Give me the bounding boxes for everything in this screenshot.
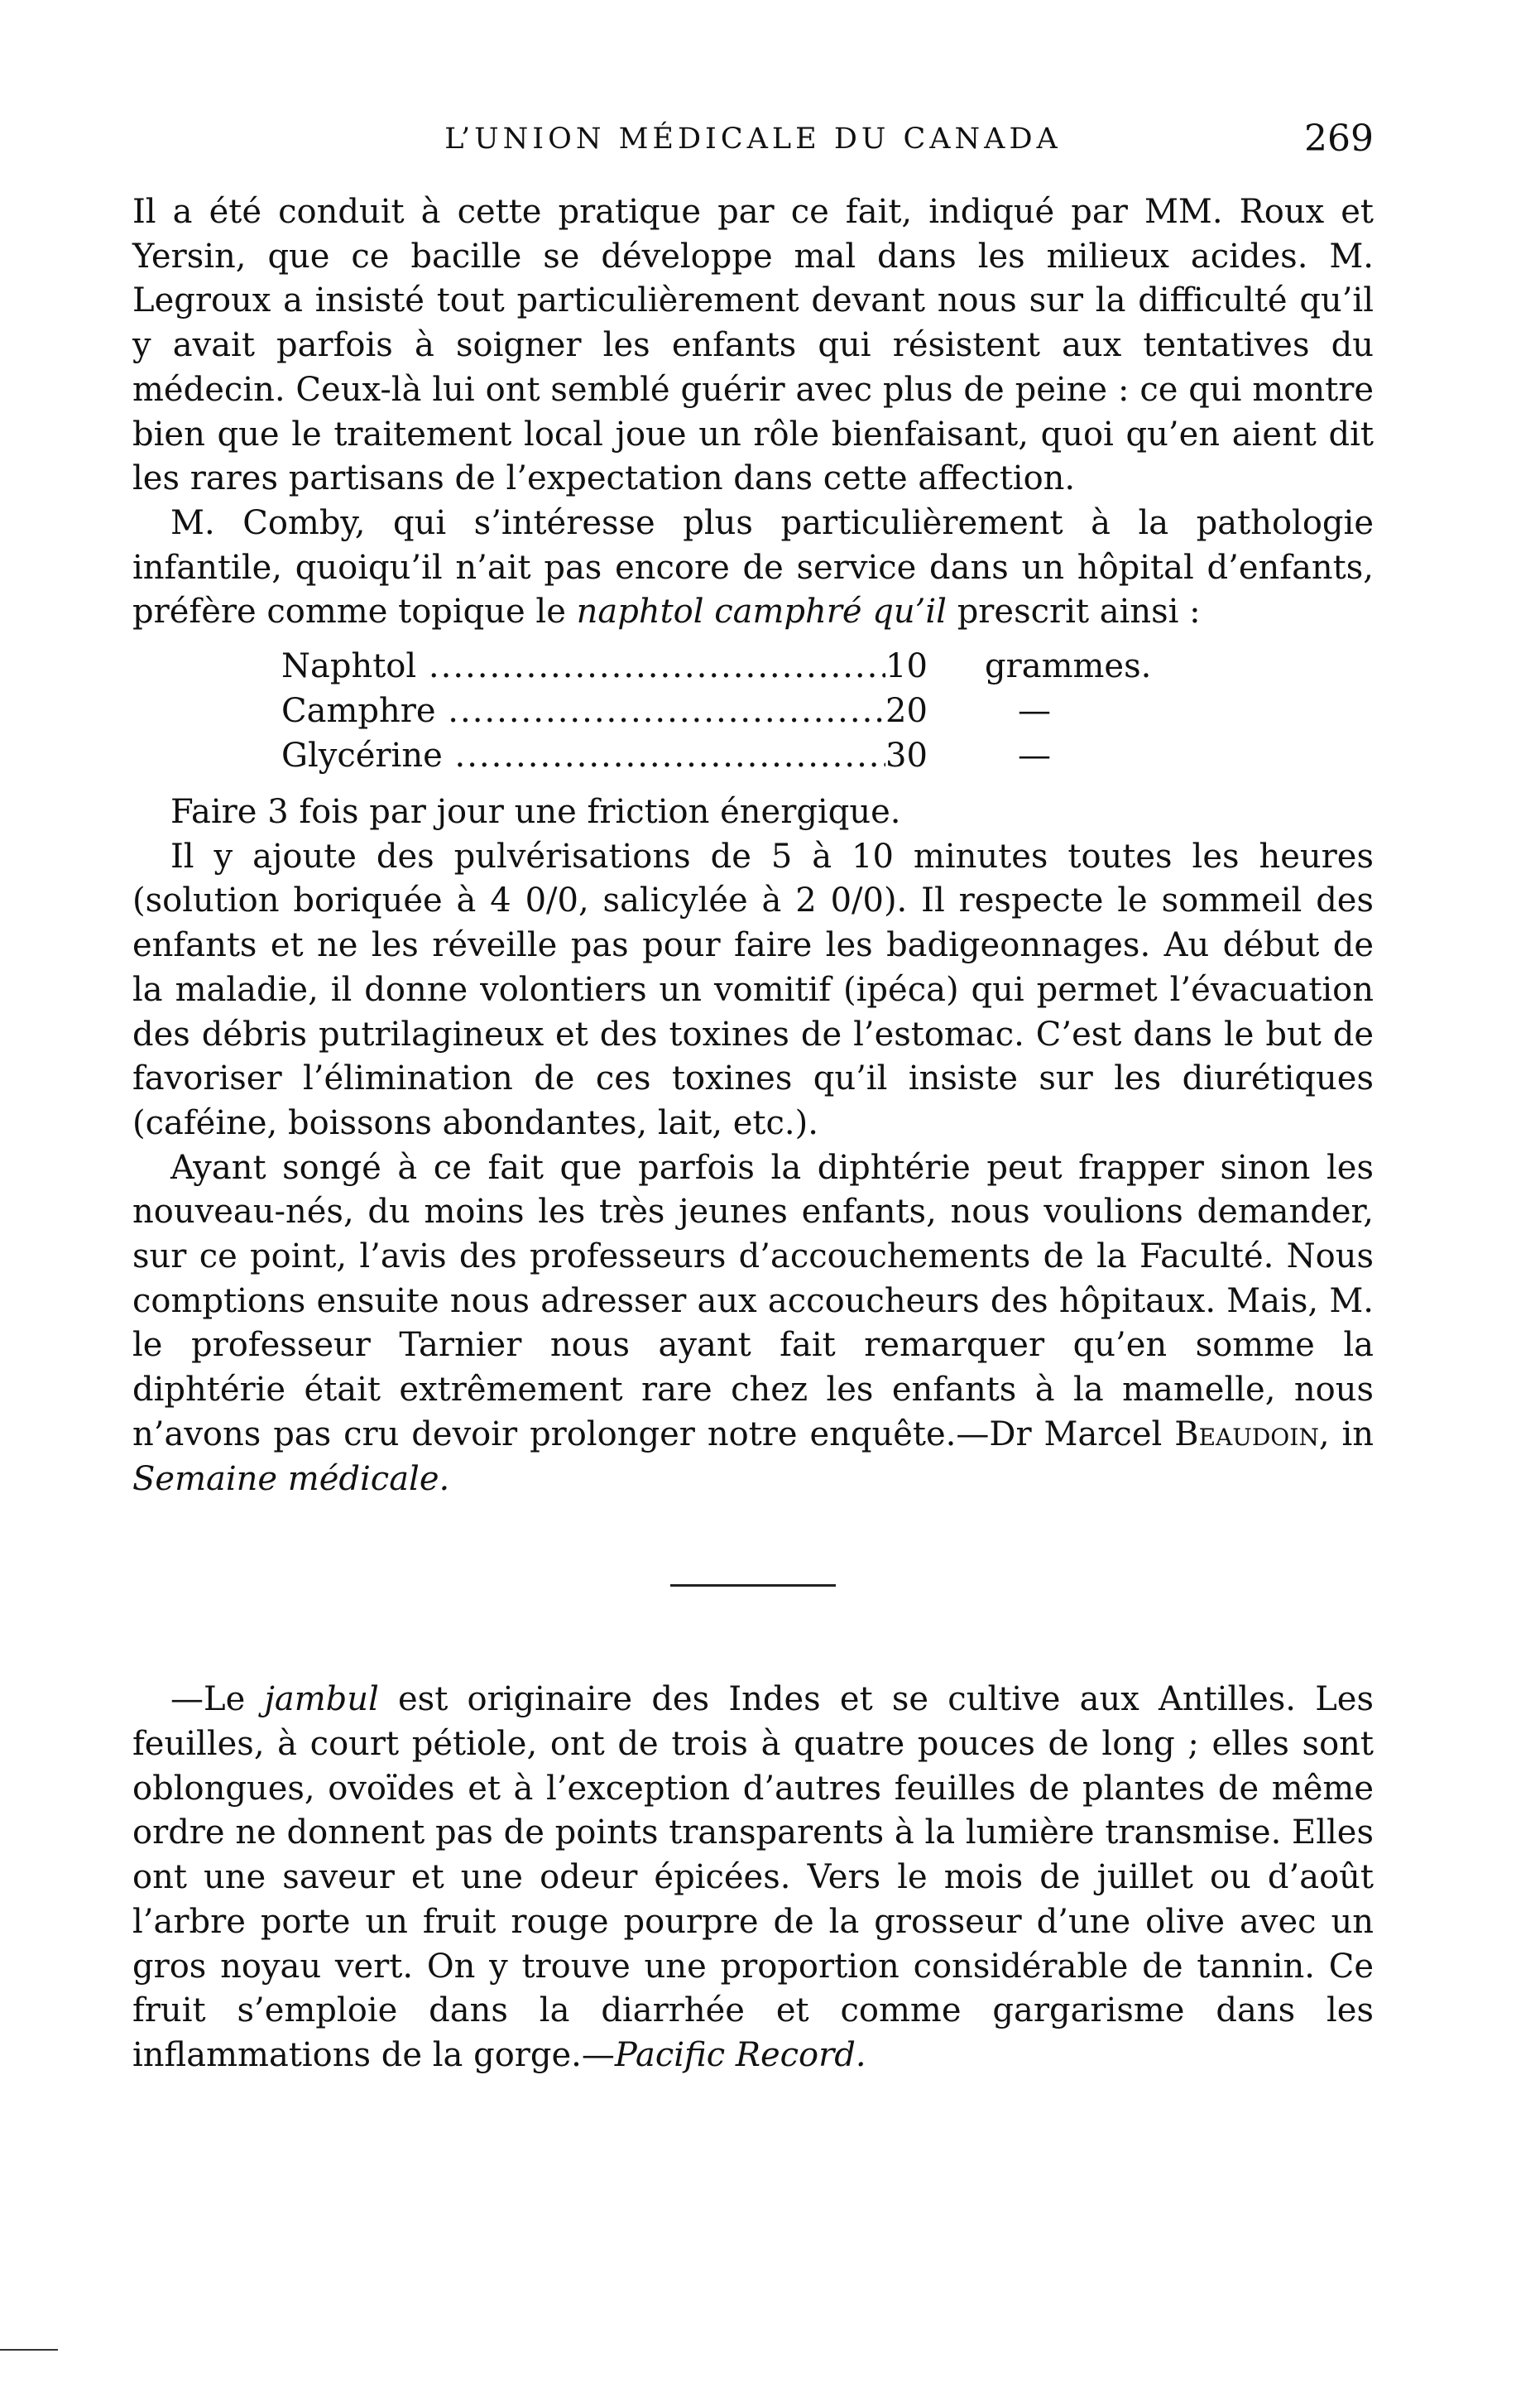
ingredient-quantity: 10 <box>885 647 928 686</box>
bottom-rule <box>0 2349 58 2351</box>
ingredient-name: Camphre ..... <box>281 689 885 734</box>
paragraph-6-text: est originaire des Indes et se cultive aux Antilles. Les feuilles, à court pétiole, ont de trois à quatre pouces de long ; elles sont oblongues, ovoïdes et à l’exception d’autres feuilles de plantes de même ordre ne donnent pas de points transparents à la lumière transmise. Elles ont une saveur et une odeur épicées. Vers le mois de juillet ou d’août l’arbre porte un fruit rouge pourpre de la grosseur d’une olive avec un gros noyau vert. On y trouve une proportion considérable de tannin. Ce fruit s’emploie dans la diarrhée et comme gargarisme dans les inflammations de la gorge.— <box>132 1680 1374 2074</box>
ingredient-quantity: 30 <box>885 737 928 776</box>
paragraph-5-mid: , in <box>1318 1415 1374 1453</box>
ingredient-unit: grammes. <box>985 647 1152 686</box>
ingredient-unit: — <box>1018 692 1051 731</box>
page-number: 269 <box>1304 118 1374 160</box>
ingredient-name: Glycérine ..... <box>281 734 885 779</box>
running-title: L’UNION MÉDICALE DU CANADA <box>444 122 1062 156</box>
paragraph-2 <box>132 502 1374 635</box>
recipe-row <box>132 689 1374 734</box>
paragraph-2-end: prescrit ainsi : <box>946 593 1201 632</box>
paragraph-6-lead: —Le <box>170 1680 265 1719</box>
page-header <box>132 118 1374 172</box>
source-title: Semaine médicale. <box>132 1459 450 1498</box>
recipe <box>132 645 1374 779</box>
section-divider <box>670 1584 836 1587</box>
paragraph-5-text: Ayant songé à ce fait que parfois la diphtérie peut frapper sinon les nouveau-nés, du moins les très jeunes enfants, nous voulions demander, sur ce point, l’avis des professeurs d’accouchements de la Faculté. Nous comptions ensuite nous adresser aux accoucheurs des hôpitaux. Mais, M. le professeur Tarnier nous ayant fait remarquer qu’en somme la diphtérie était extrêmement rare chez les enfants à la mamelle, nous n’avons pas cru devoir prolonger notre enquête.—Dr Marcel <box>132 1148 1374 1453</box>
recipe-row <box>132 734 1374 779</box>
paragraph-2-text: M. Comby, qui s’intéresse plus particulièrement à la pathologie infantile, quoiqu’il n’ait pas encore de service dans un hôpital d’enfants, préfère comme topique le <box>132 503 1374 632</box>
author-name: Beaudoin <box>1174 1415 1319 1453</box>
source-title: Pacific Record. <box>614 2035 866 2074</box>
ingredient-unit: — <box>1018 737 1051 776</box>
paragraph-4: Il y ajoute des pulvérisations de 5 à 10 minutes toutes les heures (solution boriquée à 4 0/0, salicylée à 2 0/0). Il respecte le sommeil des enfants et ne les réveille pas pour faire les badigeonnages. Au début de la maladie, il donne volontiers un vomitif (ipéca) qui permet l’évacuation des débris putrilagineux et des toxines de l’estomac. C’est dans le but de favoriser l’élimination de ces toxines qu’il insiste sur les diurétiques (caféine, boissons abondantes, lait, etc.). <box>132 837 1374 1142</box>
ingredient-name: Naphtol ..... <box>281 645 885 689</box>
paragraph-1: Il a été conduit à cette pratique par ce fait, indiqué par MM. Roux et Yersin, que ce bacille se développe mal dans les milieux acides. M. Legroux a insisté tout particulièrement devant nous sur la difficulté qu’il y avait parfois à soigner les enfants qui résistent aux tentatives du médecin. Ceux-là lui ont semblé guérir avec plus de peine : ce qui montre bien que le traitement local joue un rôle bienfaisant, quoi qu’en aient dit les rares partisans de l’expectation dans cette affection. <box>132 193 1374 498</box>
paragraph-3: Faire 3 fois par jour une friction énergique. <box>170 793 901 832</box>
ingredient-quantity: 20 <box>885 692 928 731</box>
article-body <box>132 190 1374 2078</box>
jambul-term: jambul <box>264 1680 379 1719</box>
recipe-row <box>132 645 1374 689</box>
paragraph-5 <box>132 1146 1374 1502</box>
paragraph-6 <box>132 1678 1374 2077</box>
paragraph-2-italic: naphtol camphré qu’il <box>576 593 947 632</box>
